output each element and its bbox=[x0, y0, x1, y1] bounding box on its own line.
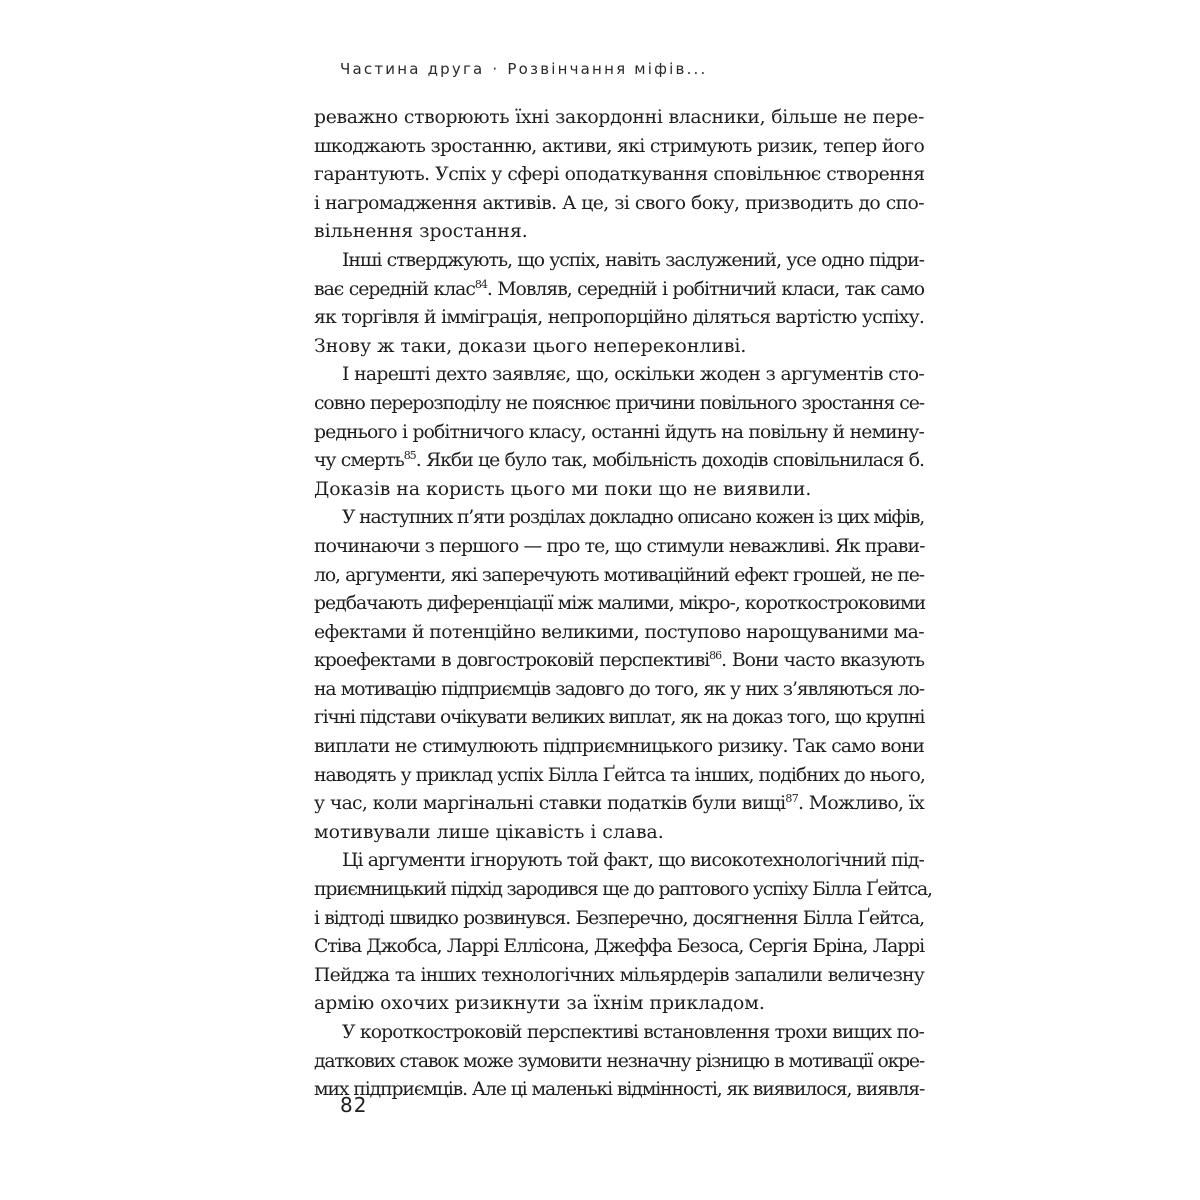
text-run: мотивували лише цікавість і слава. bbox=[314, 821, 664, 843]
text-run: і відтоді швидко розвинувся. Безперечно, досягнення Білла Ґейтса, bbox=[314, 907, 924, 929]
text-run: Стіва Джобса, Ларрі Еллісона, Джеффа Безоса, Сергія Бріна, Ларрі bbox=[314, 936, 924, 958]
text-line bbox=[314, 133, 924, 162]
text-run: . Мовляв, середній і робітничий класи, так само bbox=[486, 278, 924, 300]
text-line bbox=[314, 562, 924, 591]
text-line bbox=[314, 1076, 924, 1105]
text-run: чу смерть bbox=[314, 450, 404, 472]
text-line bbox=[314, 847, 924, 876]
text-run: реднього і робітничого класу, останні йдуть на повільну й немину- bbox=[314, 421, 924, 443]
text-line bbox=[314, 276, 924, 305]
text-line bbox=[314, 704, 924, 733]
paragraph bbox=[314, 1019, 924, 1105]
text-run: редбачають диференціації між малими, мікро-, короткостроковими bbox=[314, 593, 926, 615]
text-run: . Можливо, їх bbox=[798, 793, 924, 815]
text-run: вільнення зростання. bbox=[314, 221, 528, 243]
text-run: гарантують. Успіх у сфері оподаткування сповільнює створення bbox=[314, 164, 925, 186]
text-run: ває середній клас bbox=[314, 278, 475, 300]
text-run: совно перерозподілу не пояснює причини повільного зростання се- bbox=[314, 392, 924, 414]
text-line bbox=[314, 390, 924, 419]
text-line bbox=[314, 333, 924, 362]
text-line bbox=[314, 905, 924, 934]
text-run: реважно створюють їхні закордонні власники, більше не пере- bbox=[314, 107, 924, 128]
text-line bbox=[314, 190, 924, 219]
text-run: починаючи з першого — про те, що стимули неважливі. Як прави- bbox=[314, 535, 925, 557]
text-run: ло, аргументи, які заперечують мотиваційний ефект грошей, не пе- bbox=[314, 564, 924, 586]
text-run: . Вони часто вказують bbox=[721, 650, 924, 672]
running-head-separator: · bbox=[492, 60, 500, 78]
paragraph bbox=[314, 104, 924, 247]
text-line bbox=[314, 962, 924, 991]
text-run: мих підприємців. Але ці маленькі відмінності, як виявилося, виявля- bbox=[314, 1079, 925, 1101]
text-run: приємницький підхід зародився ще до раптового успіху Білла Ґейтса, bbox=[314, 879, 932, 901]
text-run: Доказів на користь цього ми поки що не виявили. bbox=[314, 478, 812, 500]
text-run: армію охочих ризикнути за їхнім прикладом. bbox=[314, 993, 765, 1015]
text-line bbox=[314, 676, 924, 705]
paragraph bbox=[314, 847, 932, 1019]
text-run: виплати не стимулюють підприємницького ризику. Так само вони bbox=[314, 736, 924, 758]
text-run: як торгівля й імміграція, непропорційно діляться вартістю успіху. bbox=[314, 307, 924, 329]
text-run: ефектами й потенційно великими, поступово нарощуваними ма- bbox=[314, 621, 924, 643]
text-run: на мотивацію підприємців задовго до того, як у них з’являються ло- bbox=[314, 678, 924, 700]
text-run: і нагромадження активів. А це, зі свого боку, призводить до спо- bbox=[314, 192, 924, 214]
text-run: Пейджа та інших технологічних мільярдерів запалили величезну bbox=[314, 964, 924, 986]
text-line bbox=[314, 361, 924, 390]
paragraph bbox=[314, 361, 924, 504]
text-line bbox=[314, 504, 924, 533]
text-run: кроефектами в довгостроковій перспективі bbox=[314, 650, 710, 672]
text-line bbox=[314, 733, 924, 762]
text-line bbox=[314, 218, 924, 247]
page-number: 82 bbox=[340, 1093, 368, 1117]
text-run: У короткостроковій перспективі встановлення трохи вищих по- bbox=[342, 1022, 924, 1043]
text-run: наводять у приклад успіх Білла Ґейтса та інших, подібних до нього, bbox=[314, 764, 925, 786]
text-run: гічні підстави очікувати великих виплат, як на доказ того, що крупні bbox=[314, 707, 925, 729]
text-run: У наступних п’яти розділах докладно описано кожен із цих міфів, bbox=[342, 507, 924, 529]
text-line bbox=[314, 990, 924, 1019]
text-line bbox=[314, 419, 924, 448]
text-line bbox=[314, 619, 924, 648]
text-line bbox=[314, 647, 924, 676]
text-run: І нарешті дехто заявляє, що, оскільки жоден з аргументів сто- bbox=[342, 364, 924, 386]
footnote-reference[interactable]: 86 bbox=[709, 649, 722, 663]
text-run: шкоджають зростанню, активи, які стримують ризик, тепер його bbox=[314, 135, 925, 157]
text-line bbox=[314, 819, 924, 848]
text-run: Інші стверджують, що успіх, навіть заслужений, усе одно підри- bbox=[342, 249, 924, 271]
text-line bbox=[314, 104, 924, 133]
text-line bbox=[314, 247, 924, 276]
running-head-part: Частина друга bbox=[340, 60, 485, 78]
text-run: Ці аргументи ігнорують той факт, що високотехнологічний під- bbox=[342, 850, 924, 872]
text-line bbox=[314, 161, 924, 190]
text-run: у час, коли маргінальні ставки податків були вищі bbox=[314, 793, 786, 815]
body-text bbox=[314, 104, 932, 1105]
text-line bbox=[314, 876, 932, 905]
text-line bbox=[314, 933, 924, 962]
text-line bbox=[314, 476, 924, 505]
text-line bbox=[314, 447, 924, 476]
paragraph bbox=[314, 247, 924, 361]
text-line bbox=[314, 762, 924, 791]
paragraph bbox=[314, 504, 924, 847]
text-line bbox=[314, 590, 924, 619]
text-line bbox=[314, 790, 924, 819]
text-run: даткових ставок може зумовити незначну різницю в мотивації окре- bbox=[314, 1050, 924, 1072]
running-head-section: Розвінчання міфів... bbox=[507, 60, 708, 78]
footnote-reference[interactable]: 87 bbox=[785, 792, 799, 806]
footnote-reference[interactable]: 84 bbox=[474, 277, 487, 291]
footnote-reference[interactable]: 85 bbox=[403, 449, 416, 463]
running-head bbox=[340, 60, 707, 78]
text-line bbox=[314, 1048, 924, 1077]
text-run: Знову ж таки, докази цього непереконливі. bbox=[314, 335, 747, 357]
text-line bbox=[314, 533, 924, 562]
text-line bbox=[314, 1019, 924, 1048]
text-run: . Якби це було так, мобільність доходів сповільнилася б. bbox=[415, 450, 924, 472]
text-line bbox=[314, 304, 924, 333]
